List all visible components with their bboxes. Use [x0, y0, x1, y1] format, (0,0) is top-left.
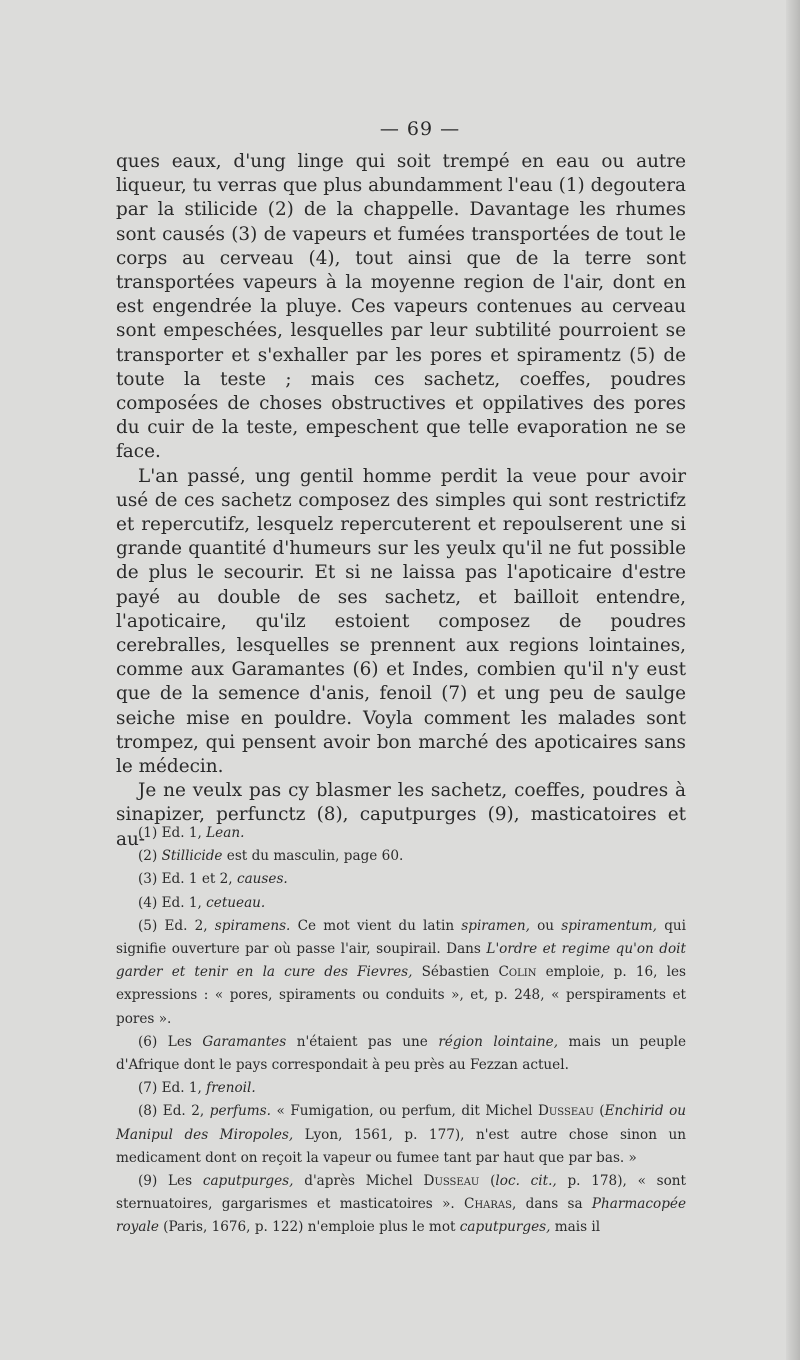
paragraph-2: L'an passé, ung gentil homme perdit la veue pour avoir usé de ces sachetz composez des simples qui sont restrictifz et repercutifz, lesquelz repercuterent et repoulserent une si grande quantité d'humeurs sur les yeulx qu'il ne fut possible de plus le secourir. Et si ne laissa pas l'apoticaire d'estre payé au double de ses sachetz, et bailloit entendre, l'apoticaire, qu'ilz estoient composez de poudres cerebralles, lesquelles se prennent aux regions lointaines, comme aux Garamantes (6) et Indes, combien qu'il n'y eust que de la semence d'anis, fenoil (7) et ung peu de saulge seiche mise en pouldre. Voyla comment les malades sont trompez, qui pensent avoir bon marché des apoticaires sans le médecin. — [116, 465, 686, 778]
footnote-3: (3) Ed. 1 et 2, causes. — [138, 871, 288, 888]
footnote-5: (5) Ed. 2, spiramens. Ce mot vient du latin spiramen, ou spiramentum, qui signifie ouverture par où passe l'air, soupirail. Dans L'ordre et regime qu'on doit garder et tenir en la cure des Fievres, Sébastien Colin emploie, p. 16, les expressions : « pores, spiraments ou conduits », et, p. 248, « perspiraments et pores ». — [116, 917, 686, 1027]
footnote-7: (7) Ed. 1, frenoil. — [138, 1080, 256, 1097]
page-edge — [786, 0, 800, 1360]
paragraph-3: Je ne veulx pas cy blasmer les sachetz, coeffes, poudres à sinapizer, perfunctz (8), caputpurges (9), masticatoires et au- — [116, 780, 686, 850]
footnote-9: (9) Les caputpurges, d'après Michel Dusseau (loc. cit., p. 178), « sont sternuatoires, gargarismes et masticatoires ». Charas, dans sa Pharmacopée royale (Paris, 1676, p. 122) n'emploie plus le mot caputpurges, mais il — [116, 1173, 687, 1236]
main-text — [116, 150, 686, 852]
footnote-4: (4) Ed. 1, cetueau. — [138, 894, 266, 911]
paragraph-1: ques eaux, d'ung linge qui soit trempé en eau ou autre liqueur, tu verras que plus abundamment l'eau (1) degoutera par la stilicide (2) de la chappelle. Davantage les rhumes sont causés (3) de vapeurs et fumées transportées de tout le corps au cerveau (4), tout ainsi que de la terre sont transportées vapeurs à la moyenne region de l'air, dont en est engendrée la pluye. Ces vapeurs contenues au cerveau sont empeschées, lesquelles par leur subtilité pourroient se transporter et s'exhaller par les pores et spiramentz (5) de toute la teste ; mais ces sachetz, coeffes, poudres composées de choses obstructives et oppilatives des pores du cuir de la teste, empeschent que telle evaporation ne se face. — [116, 151, 686, 463]
footnote-6: (6) Les Garamantes n'étaient pas une région lointaine, mais un peuple d'Afrique dont le pays correspondait à peu près au Fezzan actuel. — [116, 1033, 687, 1074]
footnotes — [116, 822, 686, 1240]
footnote-8: (8) Ed. 2, perfums. « Fumigation, ou perfum, dit Michel Dusseau (Enchirid ou Manipul des Miropoles, Lyon, 1561, p. 177), n'est autre chose sinon un medicament dont on reçoit la vapeur ou fumee tant par haut que par bas. » — [116, 1103, 687, 1166]
page-number: — 69 — — [379, 118, 461, 140]
footnote-1: (1) Ed. 1, Lean. — [138, 825, 245, 841]
footnote-2: (2) Stillicide est du masculin, page 60. — [138, 848, 404, 865]
